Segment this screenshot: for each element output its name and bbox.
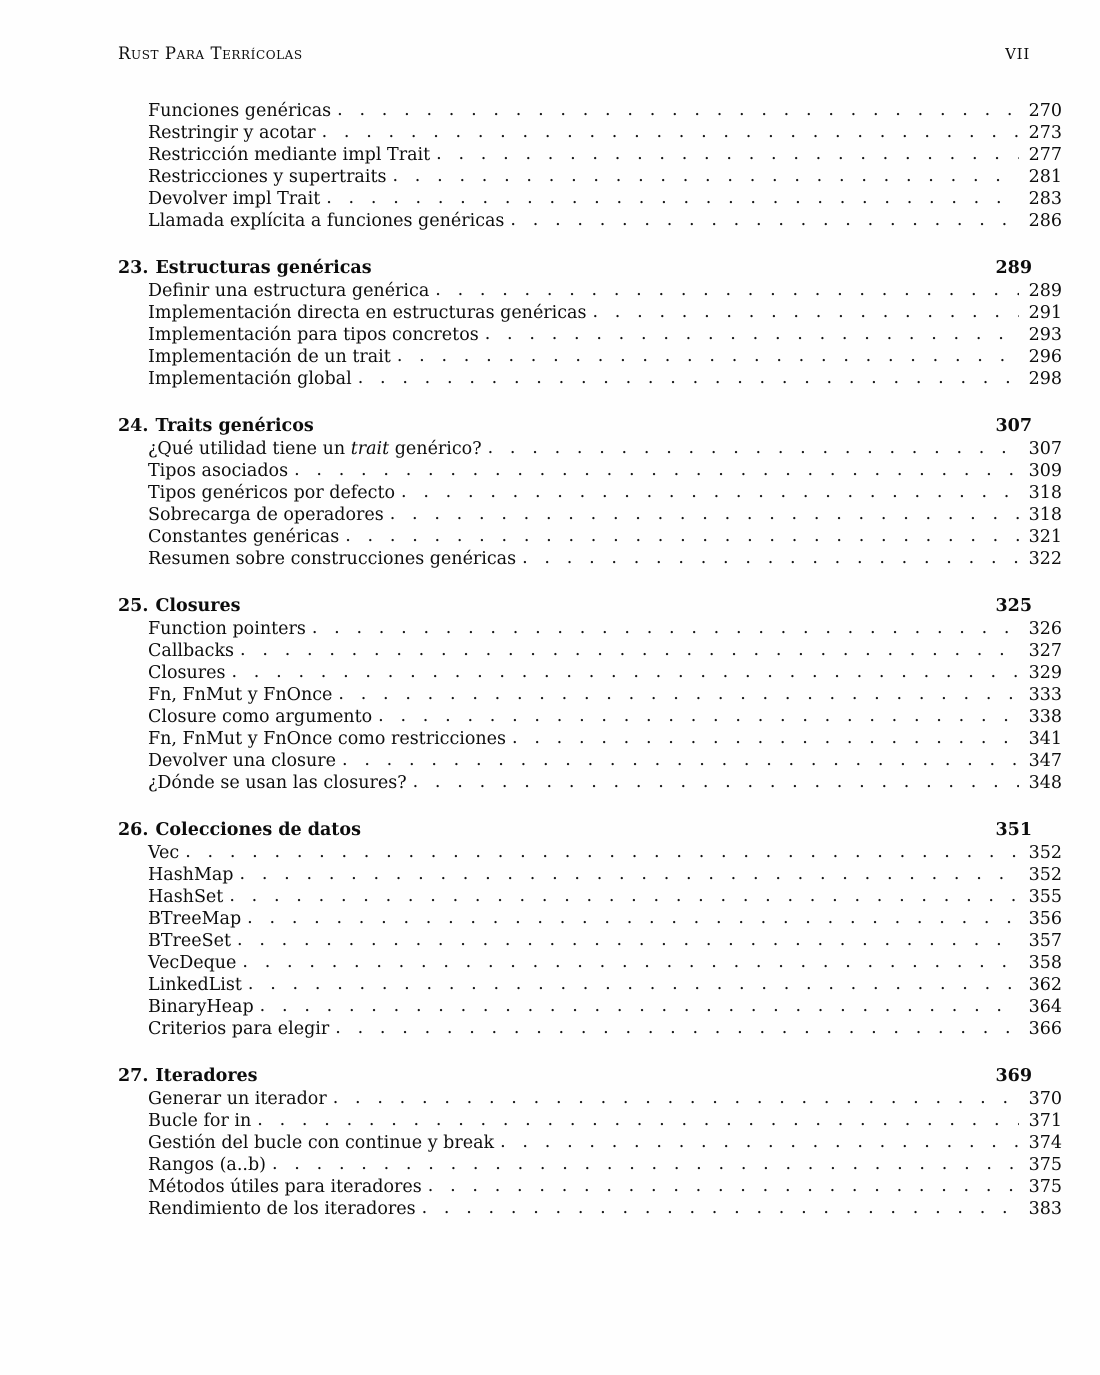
- toc-entry-row[interactable]: [118, 1132, 1062, 1154]
- toc-leader-dots: [390, 504, 1019, 525]
- toc-entry-title: Llamada explícita a funciones genéricas: [148, 211, 505, 231]
- toc-entry-title: HashSet: [148, 887, 224, 907]
- toc-entry-row[interactable]: [118, 908, 1062, 930]
- toc-entry-title: LinkedList: [148, 975, 242, 995]
- toc-leader-dots: [294, 460, 1019, 481]
- toc-entry-title: Bucle for in: [148, 1111, 252, 1131]
- table-of-contents: [118, 100, 1062, 1220]
- toc-entry-page-number: 352: [1028, 843, 1062, 863]
- toc-leader-dots: [378, 706, 1019, 727]
- toc-leader-dots: [428, 1176, 1019, 1197]
- toc-entry-row[interactable]: [118, 842, 1062, 864]
- toc-entry-title: Fn, FnMut y FnOnce: [148, 685, 333, 705]
- toc-entry-row[interactable]: [118, 482, 1062, 504]
- toc-entry-row[interactable]: [118, 1176, 1062, 1198]
- toc-entry-title: BinaryHeap: [148, 997, 254, 1017]
- toc-entry-row[interactable]: [118, 618, 1062, 640]
- toc-entry-page-number: 358: [1028, 953, 1062, 973]
- toc-leader-dots: [272, 1154, 1019, 1175]
- toc-entry-page-number: 291: [1028, 303, 1062, 323]
- toc-entry-page-number: 321: [1028, 527, 1062, 547]
- toc-leader-dots: [397, 346, 1019, 367]
- toc-entry-page-number: 286: [1028, 211, 1062, 231]
- toc-group: [118, 595, 1062, 794]
- toc-entry-row[interactable]: [118, 526, 1062, 548]
- toc-leader-dots: [485, 324, 1019, 345]
- toc-chapter-page-number: 325: [995, 596, 1032, 616]
- toc-entry-row[interactable]: [118, 930, 1062, 952]
- toc-entry-title: Restringir y acotar: [148, 123, 316, 143]
- toc-chapter-title: Iteradores: [155, 1066, 258, 1086]
- toc-entry-page-number: 270: [1028, 101, 1062, 121]
- toc-leader-dots: [229, 886, 1019, 907]
- toc-group: [118, 1065, 1062, 1220]
- toc-leader-dots: [488, 438, 1019, 459]
- toc-entry-title: VecDeque: [148, 953, 237, 973]
- toc-entry-page-number: 362: [1028, 975, 1062, 995]
- toc-group: [118, 819, 1062, 1040]
- toc-entry-row[interactable]: [118, 706, 1062, 728]
- toc-leader-dots: [237, 930, 1019, 951]
- toc-entry-title: Fn, FnMut y FnOnce como restricciones: [148, 729, 507, 749]
- toc-chapter-title: Colecciones de datos: [155, 820, 361, 840]
- toc-entry-title: Devolver impl Trait: [148, 189, 321, 209]
- toc-entry-page-number: 296: [1028, 347, 1062, 367]
- toc-entry-page-number: 283: [1028, 189, 1062, 209]
- toc-entry-title: Closure como argumento: [148, 707, 373, 727]
- toc-entry-page-number: 322: [1028, 549, 1062, 569]
- toc-entry-title: Closures: [148, 663, 226, 683]
- running-header: [118, 44, 1030, 68]
- toc-chapter-title: Closures: [155, 596, 241, 616]
- toc-entry-title: Resumen sobre construcciones genéricas: [148, 549, 517, 569]
- toc-leader-dots: [500, 1132, 1019, 1153]
- running-header-folio: VII: [1005, 45, 1030, 63]
- toc-entry-row[interactable]: [118, 662, 1062, 684]
- toc-entry-row[interactable]: [118, 1154, 1062, 1176]
- toc-entry-page-number: 307: [1028, 439, 1062, 459]
- toc-leader-dots: [358, 368, 1019, 389]
- toc-entry-page-number: 333: [1028, 685, 1062, 705]
- toc-leader-dots: [436, 144, 1019, 165]
- toc-entry-page-number: 327: [1028, 641, 1062, 661]
- toc-leader-dots: [248, 974, 1019, 995]
- toc-entry-row[interactable]: [118, 1088, 1062, 1110]
- toc-leader-dots: [333, 1088, 1019, 1109]
- toc-entry-page-number: 375: [1028, 1177, 1062, 1197]
- toc-chapter-title: Traits genéricos: [155, 416, 314, 436]
- toc-entry-page-number: 355: [1028, 887, 1062, 907]
- toc-entry-page-number: 289: [1028, 281, 1062, 301]
- toc-entry-page-number: 329: [1028, 663, 1062, 683]
- toc-entry-page-number: 375: [1028, 1155, 1062, 1175]
- toc-leader-dots: [335, 1018, 1019, 1039]
- toc-entry-row[interactable]: [118, 548, 1062, 570]
- toc-entry-row[interactable]: [118, 952, 1062, 974]
- toc-entry-title: Implementación para tipos concretos: [148, 325, 479, 345]
- toc-leader-dots: [185, 842, 1019, 863]
- toc-entry-row[interactable]: [118, 684, 1062, 706]
- toc-leader-dots: [326, 188, 1019, 209]
- toc-entry-title: Tipos asociados: [148, 461, 289, 481]
- toc-chapter-row[interactable]: [118, 257, 1032, 280]
- toc-entry-title: BTreeSet: [148, 931, 231, 951]
- toc-entry-title: Implementación global: [148, 369, 352, 389]
- toc-entry-row[interactable]: [118, 864, 1062, 886]
- toc-chapter-number: 26.: [118, 820, 149, 840]
- toc-leader-dots: [240, 864, 1019, 885]
- toc-entry-page-number: 326: [1028, 619, 1062, 639]
- toc-entry-page-number: 383: [1028, 1199, 1062, 1219]
- toc-chapter-page-number: 369: [995, 1066, 1032, 1086]
- toc-entry-row[interactable]: [118, 144, 1062, 166]
- toc-entry-page-number: 371: [1028, 1111, 1062, 1131]
- toc-entry-page-number: 348: [1028, 773, 1062, 793]
- toc-chapter-page-number: 307: [995, 416, 1032, 436]
- toc-entry-title: Vec: [148, 843, 180, 863]
- toc-entry-page-number: 347: [1028, 751, 1062, 771]
- toc-entry-page-number: 356: [1028, 909, 1062, 929]
- toc-leader-dots: [435, 280, 1019, 301]
- toc-chapter-title: Estructuras genéricas: [155, 258, 372, 278]
- toc-entry-title: Sobrecarga de operadores: [148, 505, 384, 525]
- toc-leader-dots: [401, 482, 1019, 503]
- toc-leader-dots: [338, 684, 1019, 705]
- toc-entry-row[interactable]: [118, 974, 1062, 996]
- toc-leader-dots: [257, 1110, 1019, 1131]
- toc-leader-dots: [260, 996, 1019, 1017]
- toc-entry-title: Definir una estructura genérica: [148, 281, 430, 301]
- toc-entry-title: Tipos genéricos por defecto: [148, 483, 396, 503]
- toc-leader-dots: [342, 750, 1019, 771]
- toc-leader-dots: [337, 100, 1019, 121]
- toc-entry-row[interactable]: [118, 1110, 1062, 1132]
- toc-entry-row[interactable]: [118, 122, 1062, 144]
- toc-group: [118, 415, 1062, 570]
- toc-leader-dots: [322, 122, 1019, 143]
- toc-entry-page-number: 374: [1028, 1133, 1062, 1153]
- toc-entry-title: ¿Dónde se usan las closures?: [148, 773, 407, 793]
- toc-entry-row[interactable]: [118, 100, 1062, 122]
- toc-entry-row[interactable]: [118, 460, 1062, 482]
- toc-entry-row[interactable]: [118, 438, 1062, 460]
- toc-entry-page-number: 352: [1028, 865, 1062, 885]
- toc-entry-row[interactable]: [118, 772, 1062, 794]
- toc-entry-title: ¿Qué utilidad tiene un trait genérico?: [148, 439, 482, 459]
- toc-entry-page-number: 309: [1028, 461, 1062, 481]
- toc-leader-dots: [231, 662, 1019, 683]
- toc-entry-page-number: 273: [1028, 123, 1062, 143]
- toc-entry-title: BTreeMap: [148, 909, 242, 929]
- toc-entry-page-number: 318: [1028, 483, 1062, 503]
- toc-entry-page-number: 366: [1028, 1019, 1062, 1039]
- toc-entry-title: Constantes genéricas: [148, 527, 340, 547]
- toc-entry-row[interactable]: [118, 1018, 1062, 1040]
- toc-entry-title: Callbacks: [148, 641, 235, 661]
- toc-entry-title: Gestión del bucle con continue y break: [148, 1133, 495, 1153]
- toc-entry-row[interactable]: [118, 750, 1062, 772]
- toc-entry-row[interactable]: [118, 188, 1062, 210]
- toc-entry-row[interactable]: [118, 640, 1062, 662]
- toc-entry-title: Implementación de un trait: [148, 347, 391, 367]
- toc-entry-page-number: 370: [1028, 1089, 1062, 1109]
- toc-chapter-number: 27.: [118, 1066, 149, 1086]
- toc-entry-row[interactable]: [118, 728, 1062, 750]
- running-header-book-title: Rust Para Terrícolas: [118, 44, 303, 63]
- toc-group: [118, 100, 1062, 232]
- toc-entry-page-number: 298: [1028, 369, 1062, 389]
- toc-entry-page-number: 364: [1028, 997, 1062, 1017]
- toc-entry-row[interactable]: [118, 504, 1062, 526]
- toc-entry-title: Generar un iterador: [148, 1089, 327, 1109]
- toc-entry-title: Funciones genéricas: [148, 101, 332, 121]
- toc-leader-dots: [247, 908, 1019, 929]
- toc-entry-row[interactable]: [118, 166, 1062, 188]
- toc-chapter-page-number: 289: [995, 258, 1032, 278]
- toc-leader-dots: [312, 618, 1019, 639]
- toc-entry-row[interactable]: [118, 346, 1062, 368]
- toc-chapter-row[interactable]: [118, 415, 1032, 438]
- toc-entry-page-number: 293: [1028, 325, 1062, 345]
- toc-entry-title: Implementación directa en estructuras genéricas: [148, 303, 587, 323]
- toc-chapter-row[interactable]: [118, 819, 1032, 842]
- toc-entry-title: Métodos útiles para iteradores: [148, 1177, 422, 1197]
- toc-entry-title: HashMap: [148, 865, 234, 885]
- toc-entry-row[interactable]: [118, 324, 1062, 346]
- toc-leader-dots: [512, 728, 1019, 749]
- toc-entry-row[interactable]: [118, 280, 1062, 302]
- toc-leader-dots: [240, 640, 1019, 661]
- toc-entry-page-number: 277: [1028, 145, 1062, 165]
- toc-entry-page-number: 318: [1028, 505, 1062, 525]
- toc-leader-dots: [413, 772, 1019, 793]
- toc-leader-dots: [422, 1198, 1019, 1219]
- toc-entry-page-number: 357: [1028, 931, 1062, 951]
- toc-entry-row[interactable]: [118, 210, 1062, 232]
- toc-chapter-row[interactable]: [118, 595, 1032, 618]
- toc-entry-title: Criterios para elegir: [148, 1019, 330, 1039]
- toc-chapter-page-number: 351: [995, 820, 1032, 840]
- toc-chapter-number: 24.: [118, 416, 149, 436]
- toc-entry-title: Restricción mediante impl Trait: [148, 145, 431, 165]
- toc-leader-dots: [510, 210, 1019, 231]
- toc-entry-title: Rangos (a..b): [148, 1155, 266, 1175]
- toc-chapter-row[interactable]: [118, 1065, 1032, 1088]
- toc-entry-title: Function pointers: [148, 619, 306, 639]
- toc-entry-row[interactable]: [118, 996, 1062, 1018]
- toc-leader-dots: [392, 166, 1019, 187]
- toc-entry-title: Restricciones y supertraits: [148, 167, 387, 187]
- toc-leader-dots: [242, 952, 1019, 973]
- toc-entry-title: Devolver una closure: [148, 751, 337, 771]
- toc-entry-page-number: 341: [1028, 729, 1062, 749]
- toc-entry-page-number: 281: [1028, 167, 1062, 187]
- toc-entry-title: Rendimiento de los iteradores: [148, 1199, 416, 1219]
- toc-chapter-number: 23.: [118, 258, 149, 278]
- toc-entry-row[interactable]: [118, 1198, 1062, 1220]
- toc-leader-dots: [522, 548, 1019, 569]
- toc-entry-row[interactable]: [118, 886, 1062, 908]
- toc-group: [118, 257, 1062, 390]
- toc-chapter-number: 25.: [118, 596, 149, 616]
- toc-entry-row[interactable]: [118, 302, 1062, 324]
- toc-leader-dots: [345, 526, 1019, 547]
- toc-entry-row[interactable]: [118, 368, 1062, 390]
- toc-entry-page-number: 338: [1028, 707, 1062, 727]
- toc-leader-dots: [592, 302, 1019, 323]
